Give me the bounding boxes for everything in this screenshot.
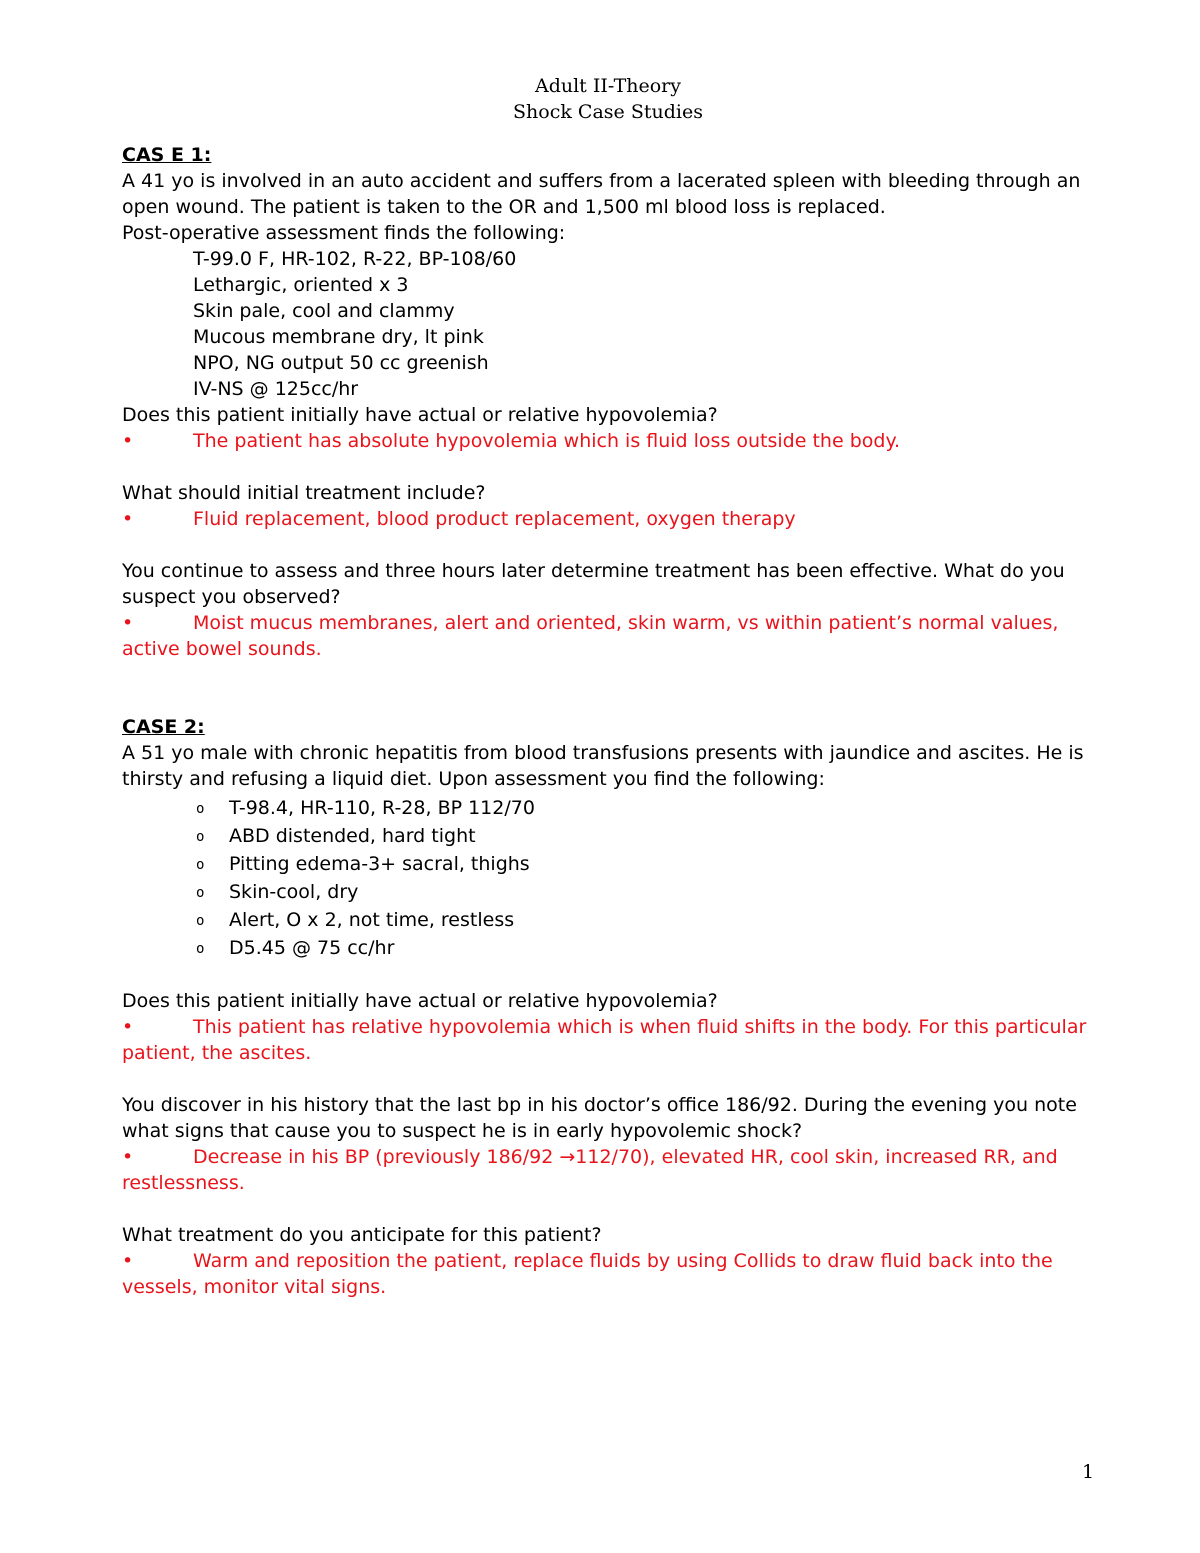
- list-item: [122, 850, 1097, 878]
- case-1-answer-2: [122, 506, 1097, 532]
- case-1-answer-3-continued: active bowel sounds.: [122, 638, 322, 660]
- case-1-answer-3: [122, 610, 1097, 636]
- case-2-finding-text: T-98.4, HR-110, R-28, BP 112/70: [229, 797, 535, 819]
- case-1-answer-2-text: Fluid replacement, blood product replacement, oxygen therapy: [193, 508, 796, 530]
- case-1-finding: T-99.0 F, HR-102, R-22, BP-108/60: [193, 248, 517, 270]
- case-1-finding: IV-NS @ 125cc/hr: [193, 378, 359, 400]
- case-1-finding: NPO, NG output 50 cc greenish: [193, 352, 489, 374]
- case-2-question-2-line-1: You discover in his history that the last bp in his doctor’s office 186/92. During the evening you note: [122, 1094, 1077, 1116]
- case-2-answer-1: [122, 1014, 1097, 1040]
- case-1-question-3-line-1: You continue to assess and three hours later determine treatment has been effective. What do you: [122, 560, 1065, 582]
- list-item: [122, 878, 1097, 906]
- case-1-heading: CAS E 1:: [122, 144, 212, 166]
- case-2-findings-list: [122, 794, 1097, 962]
- document-body: [122, 142, 1097, 1300]
- right-arrow-icon: →: [559, 1146, 576, 1168]
- case-2-answer-2-text-part-2: 112/70), elevated HR, cool skin, increased RR, and: [575, 1146, 1058, 1168]
- case-2-answer-1-continued: patient, the ascites.: [122, 1042, 312, 1064]
- bullet-icon: •: [122, 612, 134, 634]
- case-2-finding-text: Pitting edema-3+ sacral, thighs: [229, 853, 530, 875]
- case-1-finding: Skin pale, cool and clammy: [193, 300, 455, 322]
- case-1-finding: Lethargic, oriented x 3: [193, 274, 409, 296]
- case-1-question-1: Does this patient initially have actual or relative hypovolemia?: [122, 404, 718, 426]
- case-1-answer-1: [122, 428, 1097, 454]
- case-2-answer-2-continued: restlessness.: [122, 1172, 245, 1194]
- case-1-answer-1-text: The patient has absolute hypovolemia which is fluid loss outside the body.: [193, 430, 901, 452]
- circle-bullet-icon: o: [196, 801, 205, 817]
- case-1-question-3-line-2: suspect you observed?: [122, 586, 341, 608]
- case-2-question-2-line-2: what signs that cause you to suspect he is in early hypovolemic shock?: [122, 1120, 803, 1142]
- bullet-icon: •: [122, 508, 134, 530]
- case-2-heading: CASE 2:: [122, 716, 205, 738]
- list-item: [122, 934, 1097, 962]
- list-item: [122, 794, 1097, 822]
- case-1-intro-line-1: A 41 yo is involved in an auto accident and suffers from a lacerated spleen with bleeding through an: [122, 170, 1081, 192]
- case-2-answer-1-text: This patient has relative hypovolemia which is when fluid shifts in the body. For this particular: [193, 1016, 1087, 1038]
- case-1-question-2: What should initial treatment include?: [122, 482, 486, 504]
- case-2-intro-line-1: A 51 yo male with chronic hepatitis from blood transfusions presents with jaundice and ascites. He is: [122, 742, 1084, 764]
- case-2-section: [122, 714, 1097, 1300]
- case-2-finding-text: Skin-cool, dry: [229, 881, 359, 903]
- case-1-intro-line-2: open wound. The patient is taken to the OR and 1,500 ml blood loss is replaced.: [122, 196, 886, 218]
- case-1-assessment-intro: Post-operative assessment finds the following:: [122, 222, 566, 244]
- case-2-question-1: Does this patient initially have actual or relative hypovolemia?: [122, 990, 718, 1012]
- circle-bullet-icon: o: [196, 941, 205, 957]
- bullet-icon: •: [122, 1146, 134, 1168]
- case-1-section: [122, 142, 1097, 662]
- case-2-answer-2: [122, 1144, 1097, 1170]
- bullet-icon: •: [122, 430, 134, 452]
- case-2-finding-text: D5.45 @ 75 cc/hr: [229, 937, 395, 959]
- case-2-intro-line-2: thirsty and refusing a liquid diet. Upon assessment you find the following:: [122, 768, 825, 790]
- circle-bullet-icon: o: [196, 913, 205, 929]
- list-item: [122, 906, 1097, 934]
- case-2-answer-3: [122, 1248, 1097, 1274]
- case-2-answer-3-text: Warm and reposition the patient, replace fluids by using Collids to draw fluid back into the: [193, 1250, 1053, 1272]
- bullet-icon: •: [122, 1250, 134, 1272]
- circle-bullet-icon: o: [196, 829, 205, 845]
- circle-bullet-icon: o: [196, 885, 205, 901]
- case-2-answer-2-text-part-1: Decrease in his BP (previously 186/92: [193, 1146, 560, 1168]
- document-subtitle: Shock Case Studies: [513, 101, 703, 123]
- bullet-icon: •: [122, 1016, 134, 1038]
- list-item: [122, 822, 1097, 850]
- case-2-finding-text: Alert, O x 2, not time, restless: [229, 909, 515, 931]
- case-2-answer-3-continued: vessels, monitor vital signs.: [122, 1276, 387, 1298]
- circle-bullet-icon: o: [196, 857, 205, 873]
- case-2-question-3: What treatment do you anticipate for this patient?: [122, 1224, 602, 1246]
- case-2-finding-text: ABD distended, hard tight: [229, 825, 476, 847]
- page-number: 1: [1082, 1461, 1095, 1483]
- case-1-finding: Mucous membrane dry, lt pink: [193, 326, 484, 348]
- course-title: Adult II-Theory: [534, 75, 682, 97]
- case-1-answer-3-text: Moist mucus membranes, alert and oriented, skin warm, vs within patient’s normal values,: [193, 612, 1059, 634]
